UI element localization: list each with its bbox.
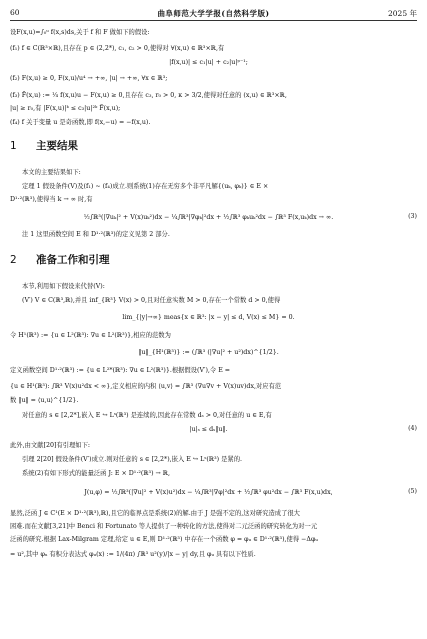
embedding-inequality: |u|ₛ ≤ dₛ‖u‖. bbox=[189, 426, 228, 433]
paragraph-line-1: 显然,泛函 J ∈ C¹(E × D¹·²(ℝ³),ℝ),且它的临界点是系统(2)的解.由于 J 是强不定的,这对研究造成了很大 bbox=[10, 510, 300, 517]
header-rule bbox=[10, 20, 417, 21]
assumption-f4: (f₄) f 关于变量 u 是奇函数,即 f(x,−u) = −f(x,u). bbox=[10, 119, 151, 126]
energy-functional-intro: 系统(2)有如下形式的能量泛函 J: E × D¹·²(ℝ³) → ℝ, bbox=[22, 470, 171, 477]
section-heading-1 bbox=[10, 138, 78, 153]
limit-condition: lim_{|y|→∞} meas{x ∈ ℝ³: |x − y| ≤ d, V(x) ≤ M} = 0. bbox=[122, 314, 295, 321]
lemma-2: 引理 2[20] 假设条件(V′)成立.则对任意的 s ∈ [2,2*),嵌入 E ↪ Lˢ(ℝ³) 是紧的. bbox=[22, 456, 243, 463]
assumption-f1-bound: |f(x,u)| ≤ c₁|u| + c₂|u|ᵖ⁻¹; bbox=[169, 59, 248, 66]
theorem-1-cont: D¹·²(ℝ³),使得当 k → ∞ 时,有 bbox=[10, 196, 93, 203]
publication-year: 2025 年 bbox=[388, 9, 417, 18]
equation-number-3: (3) bbox=[408, 213, 417, 220]
equation-3: ½∫ℝ³(|∇uₖ|² + V(x)uₖ²)dx − ¼∫ℝ³|∇φₖ|²dx + ½∫ℝ³ φₖuₖ²dx − ∫ℝ³ F(x,uₖ)dx → ∞. bbox=[83, 214, 334, 221]
assumption-v-prime: (V′) V ∈ C(ℝ³,ℝ),并且 inf_{ℝ³} V(x) > 0,且对任意实数 M > 0,存在一个常数 d > 0,使得 bbox=[22, 297, 281, 304]
paragraph-line-4: = u²,其中 φᵤ 有积分表达式 φᵤ(x) := 1/(4π) ∫ℝ³ u²(y)/|x − y| dy,且 φᵤ 具有以下性质. bbox=[10, 551, 256, 558]
section-title: 准备工作和引理 bbox=[36, 254, 110, 266]
equation-number-5: (5) bbox=[408, 488, 417, 495]
page-number: 60 bbox=[10, 8, 20, 17]
assumption-f1: (f₁) f ∈ C(ℝ³×ℝ),且存在 p ∈ (2,2*), c₁, c₂ > 0,使得对 ∀(x,u) ∈ ℝ³×ℝ,有 bbox=[10, 45, 225, 52]
d12-definition: 定义函数空间 D¹·²(ℝ³) := {u ∈ L²*(ℝ³): ∇u ∈ L²(ℝ³)}.根据假设(V′),令 E = bbox=[10, 367, 231, 374]
remark-1: 注 1 这里函数空间 E 和 D¹·²(ℝ³)的定义见第 2 部分. bbox=[22, 231, 170, 238]
results-intro: 本文的主要结果如下: bbox=[22, 169, 81, 176]
section-number: 2 bbox=[10, 254, 17, 266]
section-heading-2 bbox=[10, 252, 110, 267]
paragraph-line-2: 困难.而在文献[3,21]中 Benci 和 Fortunato 等人提供了一种转化的方法,使得对二元泛函的研究转化为对一元 bbox=[10, 523, 318, 530]
embedding-statement: 对任意的 s ∈ [2,2*],嵌入 E ↪ Lˢ(ℝ³) 是连续的,因此存在常数 dₛ > 0,对任意的 u ∈ E,有 bbox=[22, 412, 272, 419]
norm-definition: 数 ‖u‖ = ⟨u,u⟩^{1/2}. bbox=[10, 397, 79, 404]
lemma-intro: 此外,由文献[20]有引理如下: bbox=[10, 442, 91, 449]
assumption-f3-cont: |u| ≥ r₀,有 |F(x,u)|ᵏ ≤ c₃|u|²ᵏ F̃(x,u); bbox=[10, 105, 121, 112]
equation-number-4: (4) bbox=[408, 425, 417, 432]
assumption-intro: 设F(x,u)=∫₀ᵘ f(x,s)ds,关于 f 和 F 做如下的假设: bbox=[10, 29, 150, 36]
assumption-f2: (f₂) F(x,u) ≥ 0, F(x,u)/u⁴ → +∞, |u| → +∞, ∀x ∈ ℝ³; bbox=[10, 75, 168, 82]
journal-title: 曲阜师范大学学报(自然科学版) bbox=[157, 9, 270, 18]
equation-5: J(u,φ) = ½∫ℝ³(|∇u|² + V(x)u²)dx − ¼∫ℝ³|∇φ|²dx + ½∫ℝ³ φu²dx − ∫ℝ³ F(x,u)dx, bbox=[84, 489, 333, 496]
section-number: 1 bbox=[10, 140, 17, 152]
assumption-f3: (f₃) F̃(x,u) := ¼ f(x,u)u − F(x,u) ≥ 0,且存在 c₃, r₀ > 0, κ > 3/2,使得对任意的 (x,u) ∈ ℝ³×ℝ, bbox=[10, 92, 287, 99]
space-e-definition: {u ∈ H¹(ℝ³): ∫ℝ³ V(x)u²dx < ∞},定义相应的内积 ⟨u,v⟩ = ∫ℝ³ (∇u∇v + V(x)uv)dx,对应有范 bbox=[10, 383, 282, 390]
section2-intro: 本节,利用如下假设来代替(V): bbox=[22, 283, 105, 290]
theorem-1: 定理 1 假设条件(V)及(f₁) ~ (f₄)成立.则系统(1)存在无穷多个非平凡解{(uₖ, φₖ)} ∈ E × bbox=[22, 183, 269, 190]
running-header bbox=[10, 6, 417, 20]
h1-norm: ‖u‖_{H¹(ℝ³)} := (∫ℝ³ (|∇u|² + u²)dx)^{1/2}. bbox=[138, 349, 279, 356]
paragraph-line-3: 泛函的研究.根据 Lax-Milgram 定理,给定 u ∈ E,则 D¹·²(ℝ³) 中存在一个函数 φ = φᵤ ∈ D¹·²(ℝ³),使得 −Δφᵤ bbox=[10, 536, 318, 543]
section-title: 主要结果 bbox=[36, 140, 78, 152]
h1-definition: 令 H¹(ℝ³) := {u ∈ L²(ℝ³): ∇u ∈ L²(ℝ³)},相应的范数为 bbox=[10, 332, 171, 339]
